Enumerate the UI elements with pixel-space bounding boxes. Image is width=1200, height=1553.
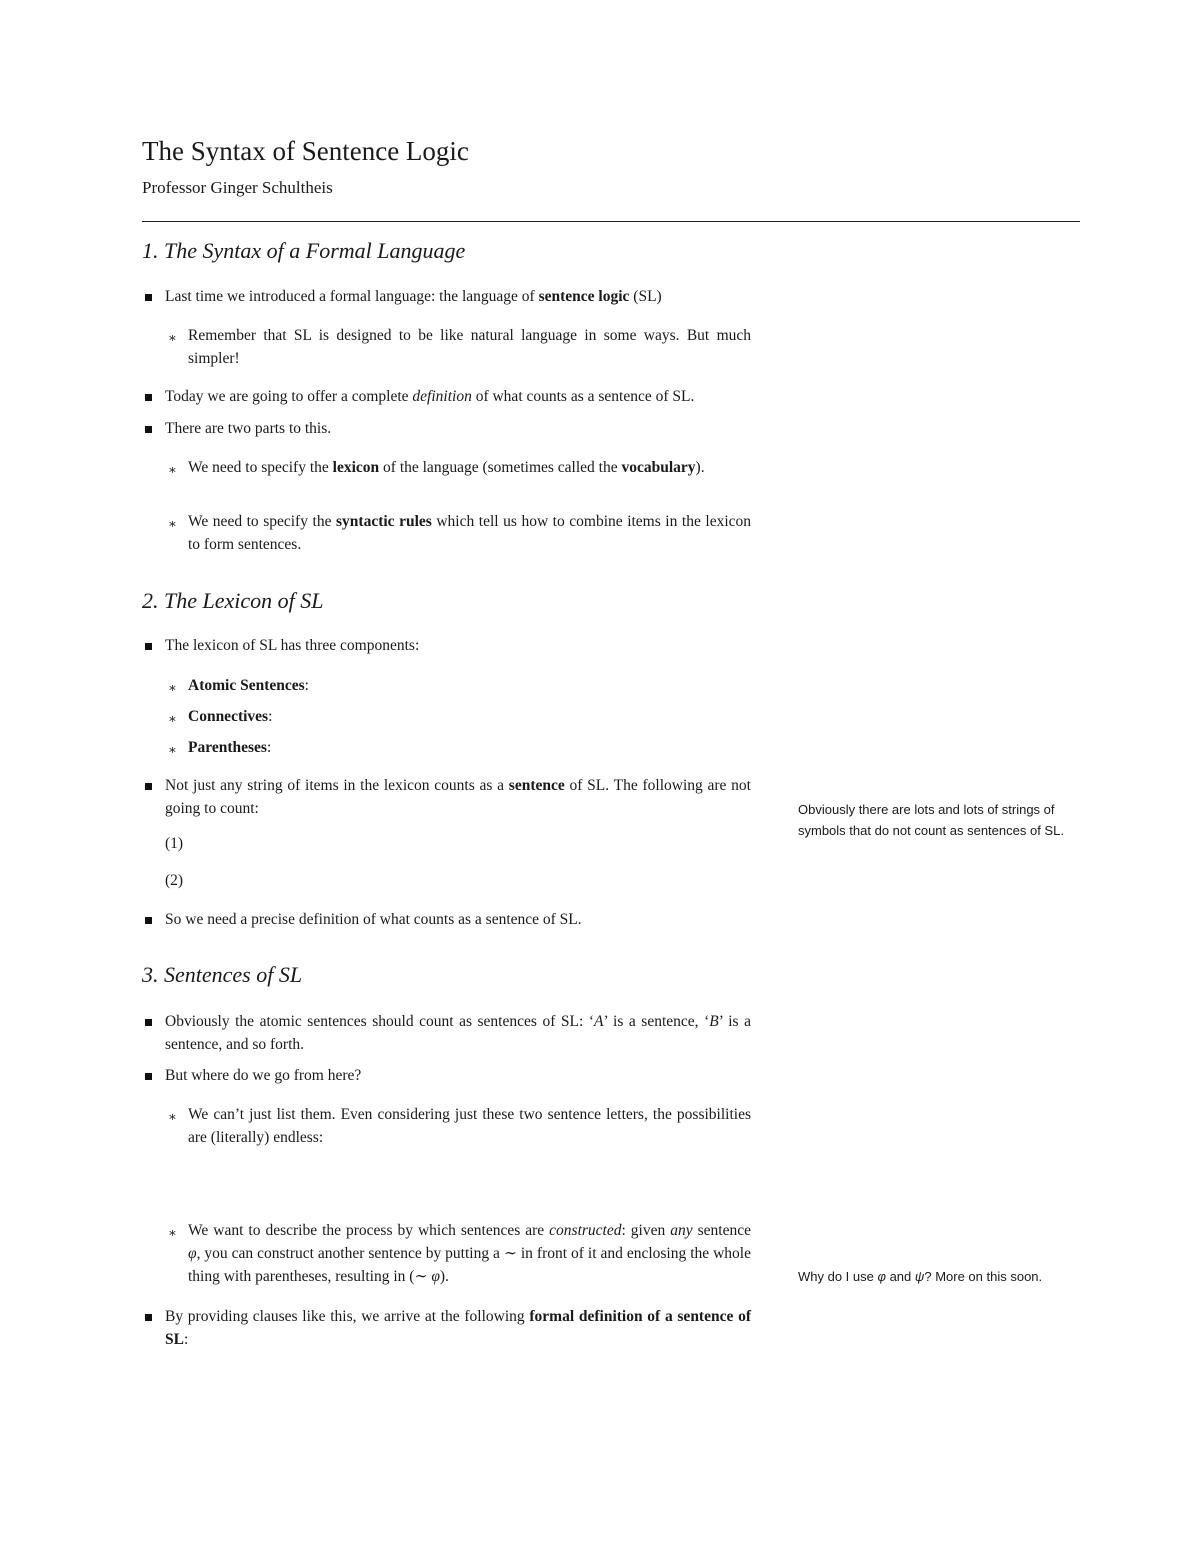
bullet-text: By providing clauses like this, we arrive at the following formal definition of a sentence of SL: bbox=[165, 1308, 751, 1348]
example-number: (1) bbox=[165, 835, 184, 852]
square-bullet-icon bbox=[145, 643, 152, 650]
bullet-text: Not just any string of items in the lexicon counts as a sentence of SL. The following are not going to count: bbox=[165, 777, 751, 817]
section-heading-1: 1. The Syntax of a Formal Language bbox=[142, 238, 466, 263]
bullet-text: The lexicon of SL has three components: bbox=[165, 637, 420, 654]
sub-bullet-text: Remember that SL is designed to be like natural language in some ways. But much simpler! bbox=[188, 327, 751, 367]
example-number: (2) bbox=[165, 872, 184, 889]
margin-note: Obviously there are lots and lots of strings of symbols that do not count as sentences of SL. bbox=[798, 802, 1064, 838]
asterisk-bullet-icon: ∗ bbox=[168, 711, 177, 726]
asterisk-bullet-icon: ∗ bbox=[168, 516, 177, 531]
sub-bullet-text: We can’t just list them. Even considering just these two sentence letters, the possibilities are (literally) endless: bbox=[188, 1106, 751, 1146]
bullet-text: Last time we introduced a formal language: the language of sentence logic (SL) bbox=[165, 288, 662, 305]
asterisk-bullet-icon: ∗ bbox=[168, 742, 177, 757]
square-bullet-icon bbox=[145, 1314, 152, 1321]
bullet-text: Today we are going to offer a complete definition of what counts as a sentence of SL. bbox=[165, 388, 695, 405]
lexicon-component: Parentheses: bbox=[188, 739, 272, 756]
asterisk-bullet-icon: ∗ bbox=[168, 330, 177, 345]
sub-bullet-text: We want to describe the process by which sentences are constructed: given any sentence φ, you can construct another sentence by putting a ∼ in front of it and enclosing the whole thing with parentheses, resulting in (∼ φ). bbox=[188, 1222, 751, 1285]
square-bullet-icon bbox=[145, 394, 152, 401]
bullet-text: There are two parts to this. bbox=[165, 420, 332, 437]
lexicon-component: Atomic Sentences: bbox=[188, 677, 309, 694]
header-divider bbox=[142, 221, 1080, 222]
section-heading-2: 2. The Lexicon of SL bbox=[142, 588, 324, 613]
square-bullet-icon bbox=[145, 917, 152, 924]
square-bullet-icon bbox=[145, 1019, 152, 1026]
square-bullet-icon bbox=[145, 426, 152, 433]
asterisk-bullet-icon: ∗ bbox=[168, 1109, 177, 1124]
square-bullet-icon bbox=[145, 294, 152, 301]
bullet-text: So we need a precise definition of what counts as a sentence of SL. bbox=[165, 911, 582, 928]
bullet-text: But where do we go from here? bbox=[165, 1067, 362, 1084]
square-bullet-icon bbox=[145, 783, 152, 790]
bullet-text: Obviously the atomic sentences should count as sentences of SL: ‘A’ is a sentence, ‘B’ is a sentence, and so forth. bbox=[165, 1013, 752, 1053]
margin-note: Why do I use φ and ψ? More on this soon. bbox=[798, 1269, 1043, 1284]
page-title: The Syntax of Sentence Logic bbox=[142, 136, 469, 166]
lexicon-component: Connectives: bbox=[188, 708, 273, 725]
asterisk-bullet-icon: ∗ bbox=[168, 462, 177, 477]
asterisk-bullet-icon: ∗ bbox=[168, 1225, 177, 1240]
square-bullet-icon bbox=[145, 1073, 152, 1080]
author-name: Professor Ginger Schultheis bbox=[142, 178, 333, 197]
sub-bullet-text: We need to specify the lexicon of the language (sometimes called the vocabulary). bbox=[188, 459, 705, 476]
asterisk-bullet-icon: ∗ bbox=[168, 680, 177, 695]
section-heading-3: 3. Sentences of SL bbox=[142, 962, 303, 987]
sub-bullet-text: We need to specify the syntactic rules which tell us how to combine items in the lexicon to form sentences. bbox=[188, 513, 752, 553]
